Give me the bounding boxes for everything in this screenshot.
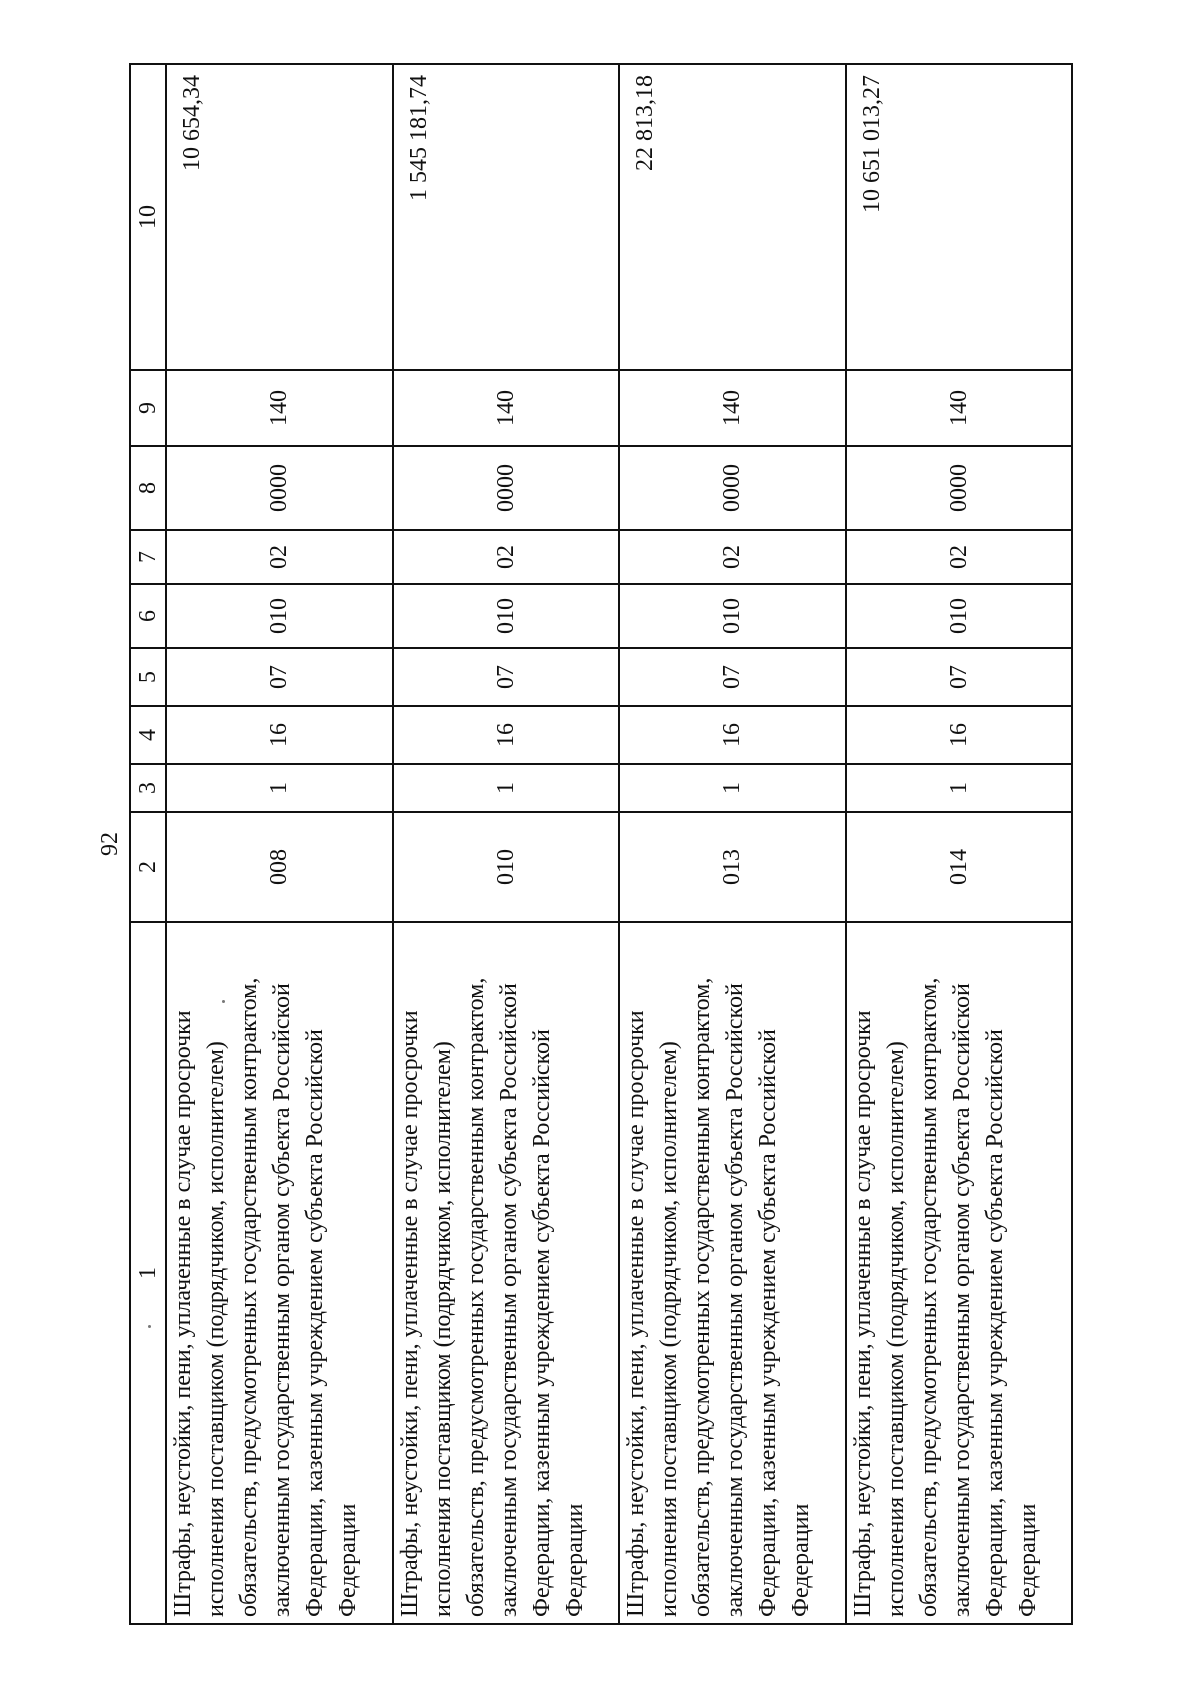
column-number: 6: [130, 584, 166, 648]
column-number: 1: [130, 922, 166, 1624]
description-cell: Штрафы, неустойки, пени, уплаченные в случае просрочки исполнения поставщиком (подрядчиком, исполнителем) обязательств, предусмотренных государственным контрактом, заключенным государственным органом субъекта Российской Федерации, казенным учреждением субъекта Российской Федерации: [393, 922, 620, 1624]
column-number: 2: [130, 812, 166, 922]
code-cell: 140: [846, 370, 1073, 446]
code-cell: 07: [393, 648, 620, 706]
table-row: [619, 64, 846, 1624]
table-row: [166, 64, 393, 1624]
column-number: 5: [130, 648, 166, 706]
page-number: 92: [97, 832, 123, 856]
code-cell: 1: [166, 764, 393, 812]
code-cell: 0000: [846, 446, 1073, 530]
code-cell: 008: [166, 812, 393, 922]
amount-cell: 1 545 181,74: [393, 64, 620, 370]
code-cell: 010: [846, 584, 1073, 648]
code-cell: 1: [846, 764, 1073, 812]
code-cell: 16: [393, 706, 620, 764]
column-number: 7: [130, 530, 166, 584]
code-cell: 16: [166, 706, 393, 764]
code-cell: 010: [619, 584, 846, 648]
code-cell: 07: [166, 648, 393, 706]
code-cell: 07: [619, 648, 846, 706]
code-cell: 16: [619, 706, 846, 764]
code-cell: 140: [619, 370, 846, 446]
code-cell: 16: [846, 706, 1073, 764]
description-cell: Штрафы, неустойки, пени, уплаченные в случае просрочки исполнения поставщиком (подрядчиком, исполнителем) обязательств, предусмотренных государственным контрактом, заключенным государственным органом субъекта Российской Федерации, казенным учреждением субъекта Российской Федерации: [846, 922, 1073, 1624]
table-row: [393, 64, 620, 1624]
code-cell: 010: [166, 584, 393, 648]
code-cell: 07: [846, 648, 1073, 706]
column-number-row: [130, 64, 166, 1624]
code-cell: 02: [166, 530, 393, 584]
code-cell: 0000: [619, 446, 846, 530]
code-cell: 010: [393, 584, 620, 648]
code-cell: 0000: [393, 446, 620, 530]
code-cell: 1: [619, 764, 846, 812]
amount-cell: 22 813,18: [619, 64, 846, 370]
code-cell: 02: [846, 530, 1073, 584]
code-cell: 02: [393, 530, 620, 584]
code-cell: 013: [619, 812, 846, 922]
description-cell: Штрафы, неустойки, пени, уплаченные в случае просрочки исполнения поставщиком (подрядчиком, исполнителем) обязательств, предусмотренных государственным контрактом, заключенным государственным органом субъекта Российской Федерации, казенным учреждением субъекта Российской Федерации: [166, 922, 393, 1624]
code-cell: 1: [393, 764, 620, 812]
table-row: [846, 64, 1073, 1624]
code-cell: 140: [166, 370, 393, 446]
code-cell: 014: [846, 812, 1073, 922]
column-number: 4: [130, 706, 166, 764]
description-cell: Штрафы, неустойки, пени, уплаченные в случае просрочки исполнения поставщиком (подрядчиком, исполнителем) обязательств, предусмотренных государственным контрактом, заключенным государственным органом субъекта Российской Федерации, казенным учреждением субъекта Российской Федерации: [619, 922, 846, 1624]
revenue-table: [129, 63, 1073, 1625]
code-cell: 02: [619, 530, 846, 584]
amount-cell: 10 651 013,27: [846, 64, 1073, 370]
code-cell: 0000: [166, 446, 393, 530]
code-cell: 010: [393, 812, 620, 922]
amount-cell: 10 654,34: [166, 64, 393, 370]
column-number: 8: [130, 446, 166, 530]
column-number: 9: [130, 370, 166, 446]
code-cell: 140: [393, 370, 620, 446]
column-number: 3: [130, 764, 166, 812]
column-number: 10: [130, 64, 166, 370]
